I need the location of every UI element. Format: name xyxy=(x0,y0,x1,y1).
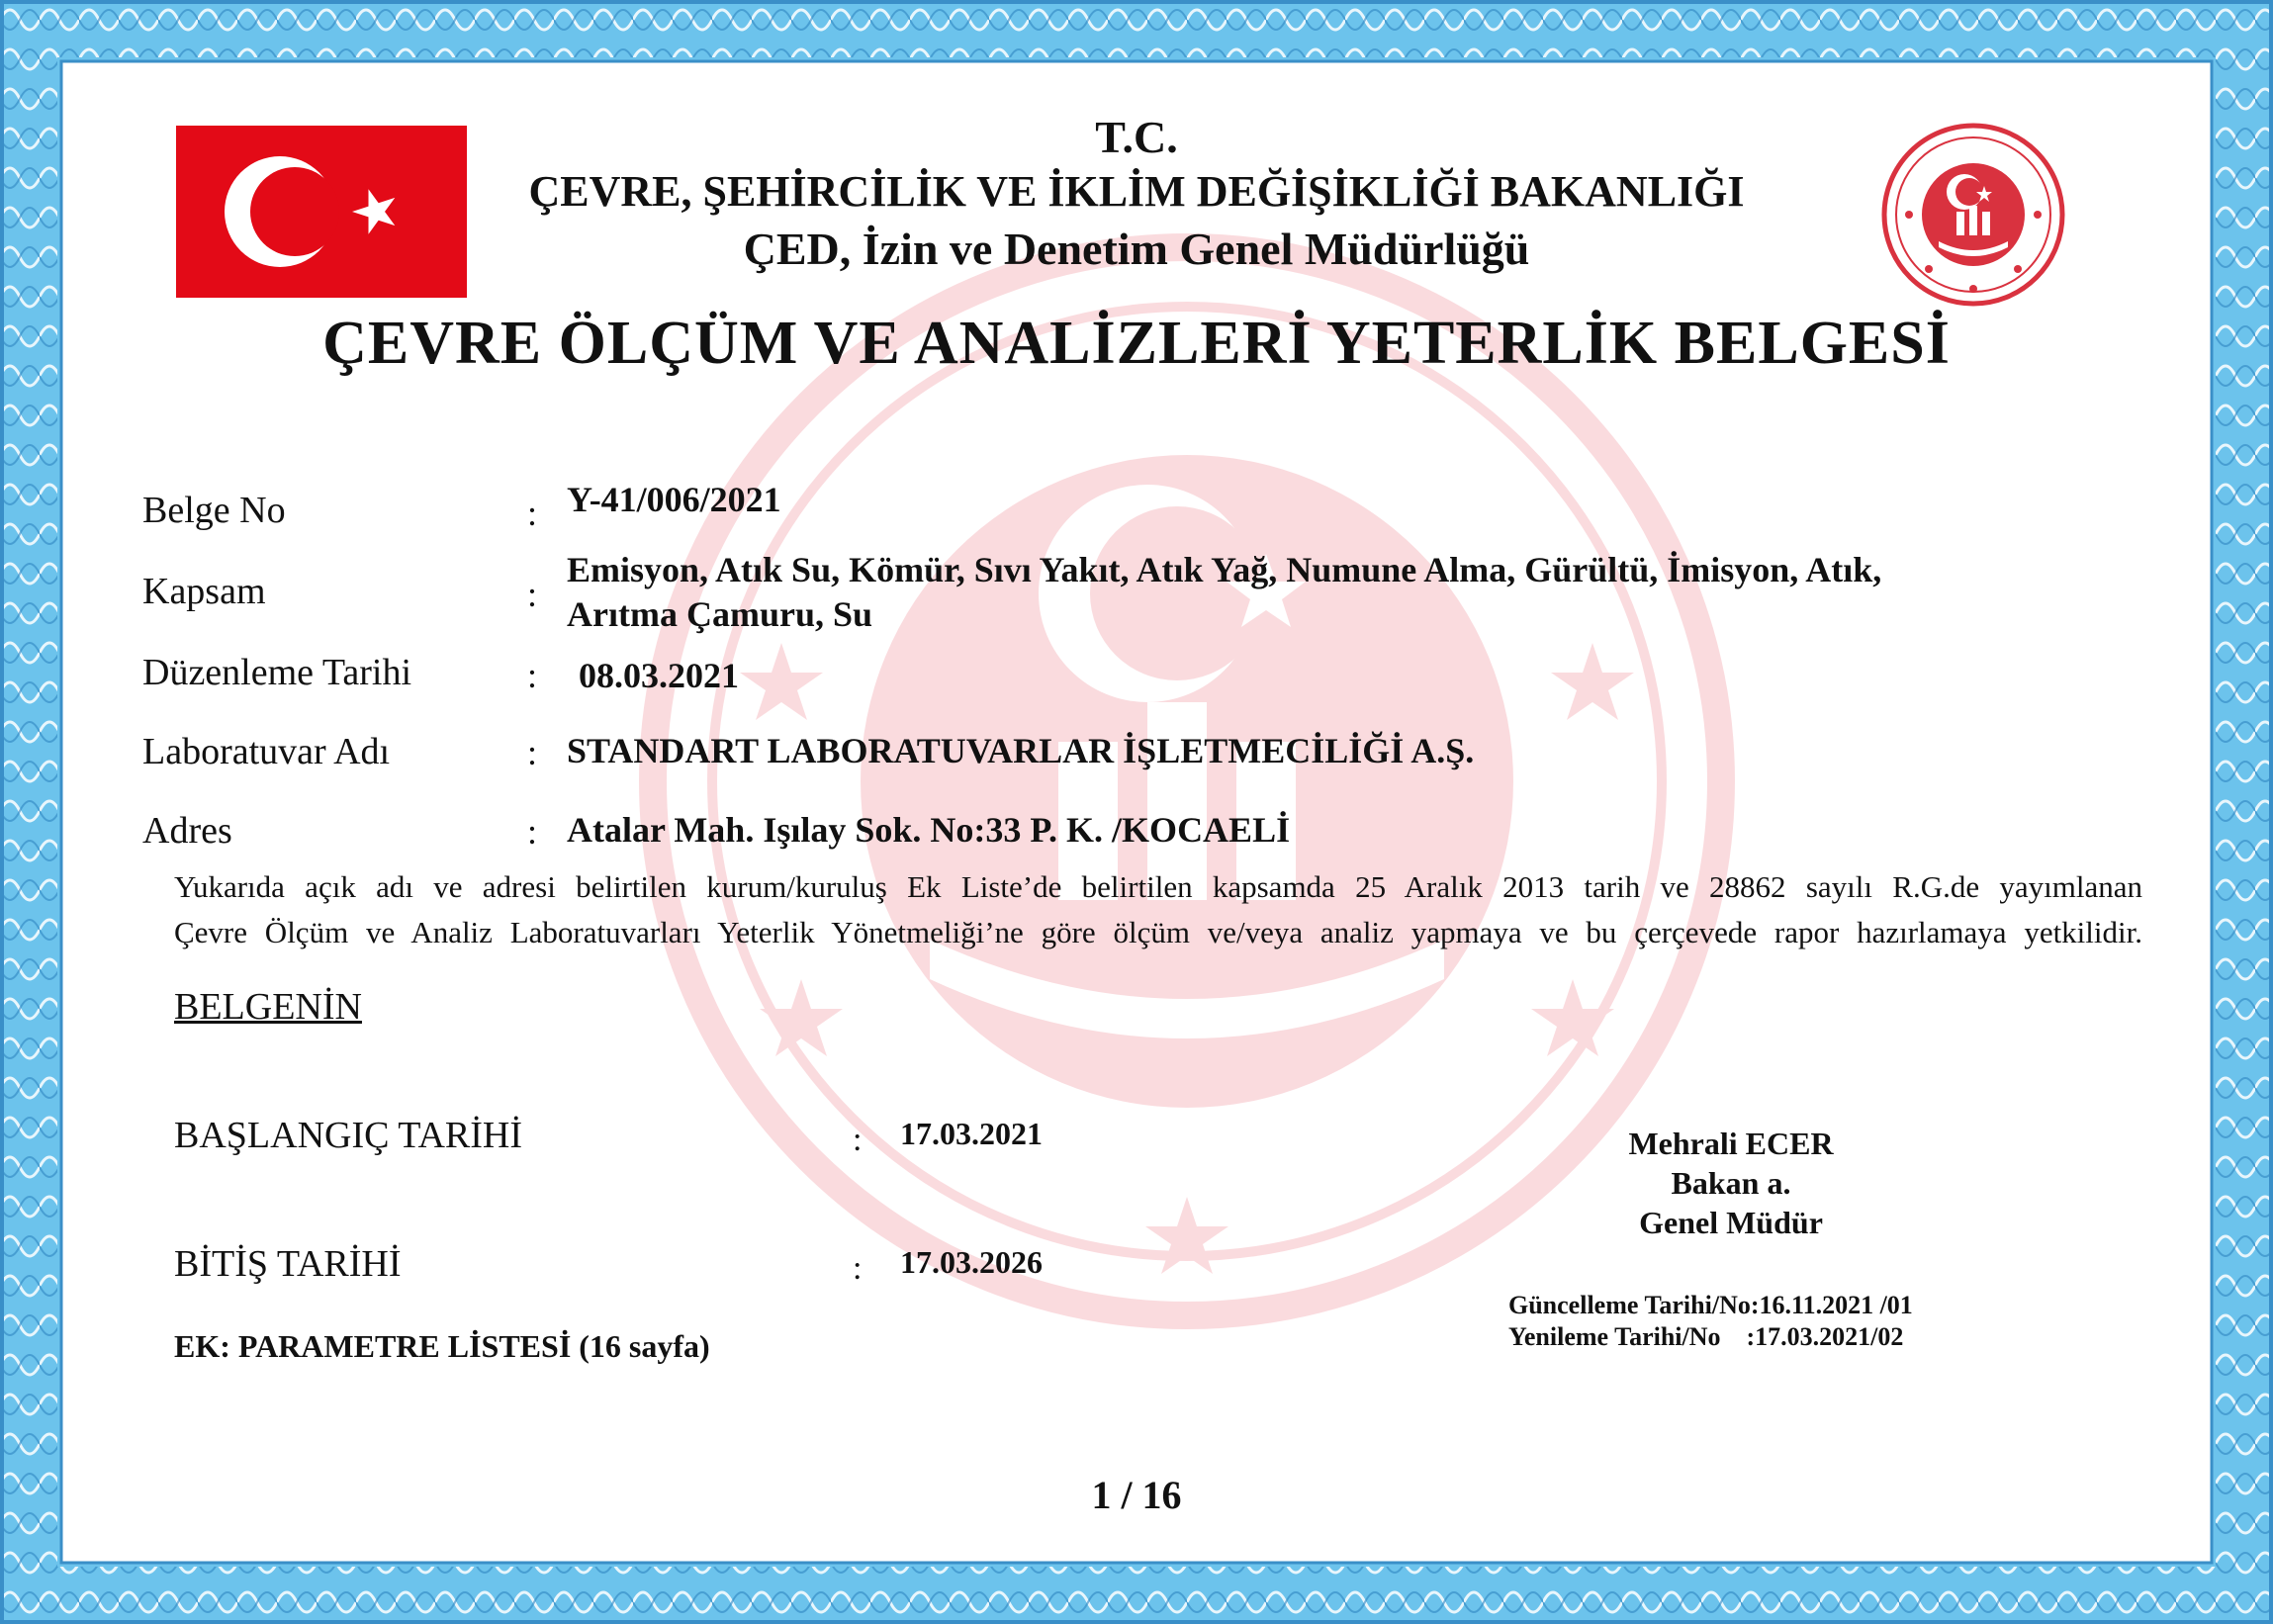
belge-no-label: Belge No xyxy=(142,490,286,531)
adres-label: Adres xyxy=(142,810,232,852)
duzenleme-value: 08.03.2021 xyxy=(579,656,739,695)
paragraph-line-1: Yukarıda açık adı ve adresi belirtilen kurum/kuruluş Ek Liste’de belirtilen kapsamda 25 Aralık 2013 tarih ve 28862 sayılı R.G.de yayımlanan xyxy=(174,869,2142,904)
laboratuvar-value: STANDART LABORATUVARLAR İŞLETMECİLİĞİ A.Ş. xyxy=(567,731,1475,770)
header-tc: T.C. xyxy=(1095,112,1178,162)
laboratuvar-colon: : xyxy=(527,733,538,772)
start-date-value: 17.03.2021 xyxy=(900,1116,1043,1151)
paragraph-line-2: Çevre Ölçüm ve Analiz Laboratuvarları Yeterlik Yönetmeliği’ne göre ölçüm ve/veya analiz yapmaya ve bu çerçevede rapor hazırlamaya yetkilidir. xyxy=(174,915,2142,949)
adres-value: Atalar Mah. Işılay Sok. No:33 P. K. /KOCAELİ xyxy=(567,810,1291,850)
adres-colon: : xyxy=(527,812,538,852)
end-date-label: BİTİŞ TARİHİ xyxy=(174,1243,402,1285)
update-date-line: Güncelleme Tarihi/No:16.11.2021 /01 xyxy=(1508,1291,1913,1319)
annex-note: EK: PARAMETRE LİSTESİ (16 sayfa) xyxy=(174,1328,710,1364)
start-date-colon: : xyxy=(853,1122,863,1158)
validity-heading: BELGENİN xyxy=(174,986,362,1028)
belge-no-value: Y-41/006/2021 xyxy=(567,480,781,519)
duzenleme-colon: : xyxy=(527,656,538,695)
laboratuvar-label: Laboratuvar Adı xyxy=(142,731,391,772)
certificate-title: ÇEVRE ÖLÇÜM VE ANALİZLERİ YETERLİK BELGESİ xyxy=(322,310,1951,377)
kapsam-label: Kapsam xyxy=(142,571,266,612)
end-date-colon: : xyxy=(853,1250,863,1287)
kapsam-value-line1: Emisyon, Atık Su, Kömür, Sıvı Yakıt, Atık Yağ, Numune Alma, Gürültü, İmisyon, Atık, xyxy=(567,550,1882,589)
renewal-date-line: Yenileme Tarihi/No :17.03.2021/02 xyxy=(1508,1322,1904,1351)
kapsam-value-line2: Arıtma Çamuru, Su xyxy=(567,594,873,634)
signatory-name: Mehrali ECER xyxy=(1628,1126,1834,1161)
signatory-title: Genel Müdür xyxy=(1639,1205,1823,1240)
header-department: ÇED, İzin ve Denetim Genel Müdürlüğü xyxy=(743,224,1530,274)
kapsam-colon: : xyxy=(527,575,538,614)
header-ministry: ÇEVRE, ŞEHİRCİLİK VE İKLİM DEĞİŞİKLİĞİ BAKANLIĞI xyxy=(528,167,1745,216)
duzenleme-label: Düzenleme Tarihi xyxy=(142,652,412,693)
end-date-value: 17.03.2026 xyxy=(900,1244,1043,1280)
belge-no-colon: : xyxy=(527,494,538,533)
start-date-label: BAŞLANGIÇ TARİHİ xyxy=(174,1115,522,1156)
page-number: 1 / 16 xyxy=(1091,1473,1182,1517)
authorization-paragraph xyxy=(174,864,2142,955)
signatory-line2: Bakan a. xyxy=(1671,1165,1791,1201)
